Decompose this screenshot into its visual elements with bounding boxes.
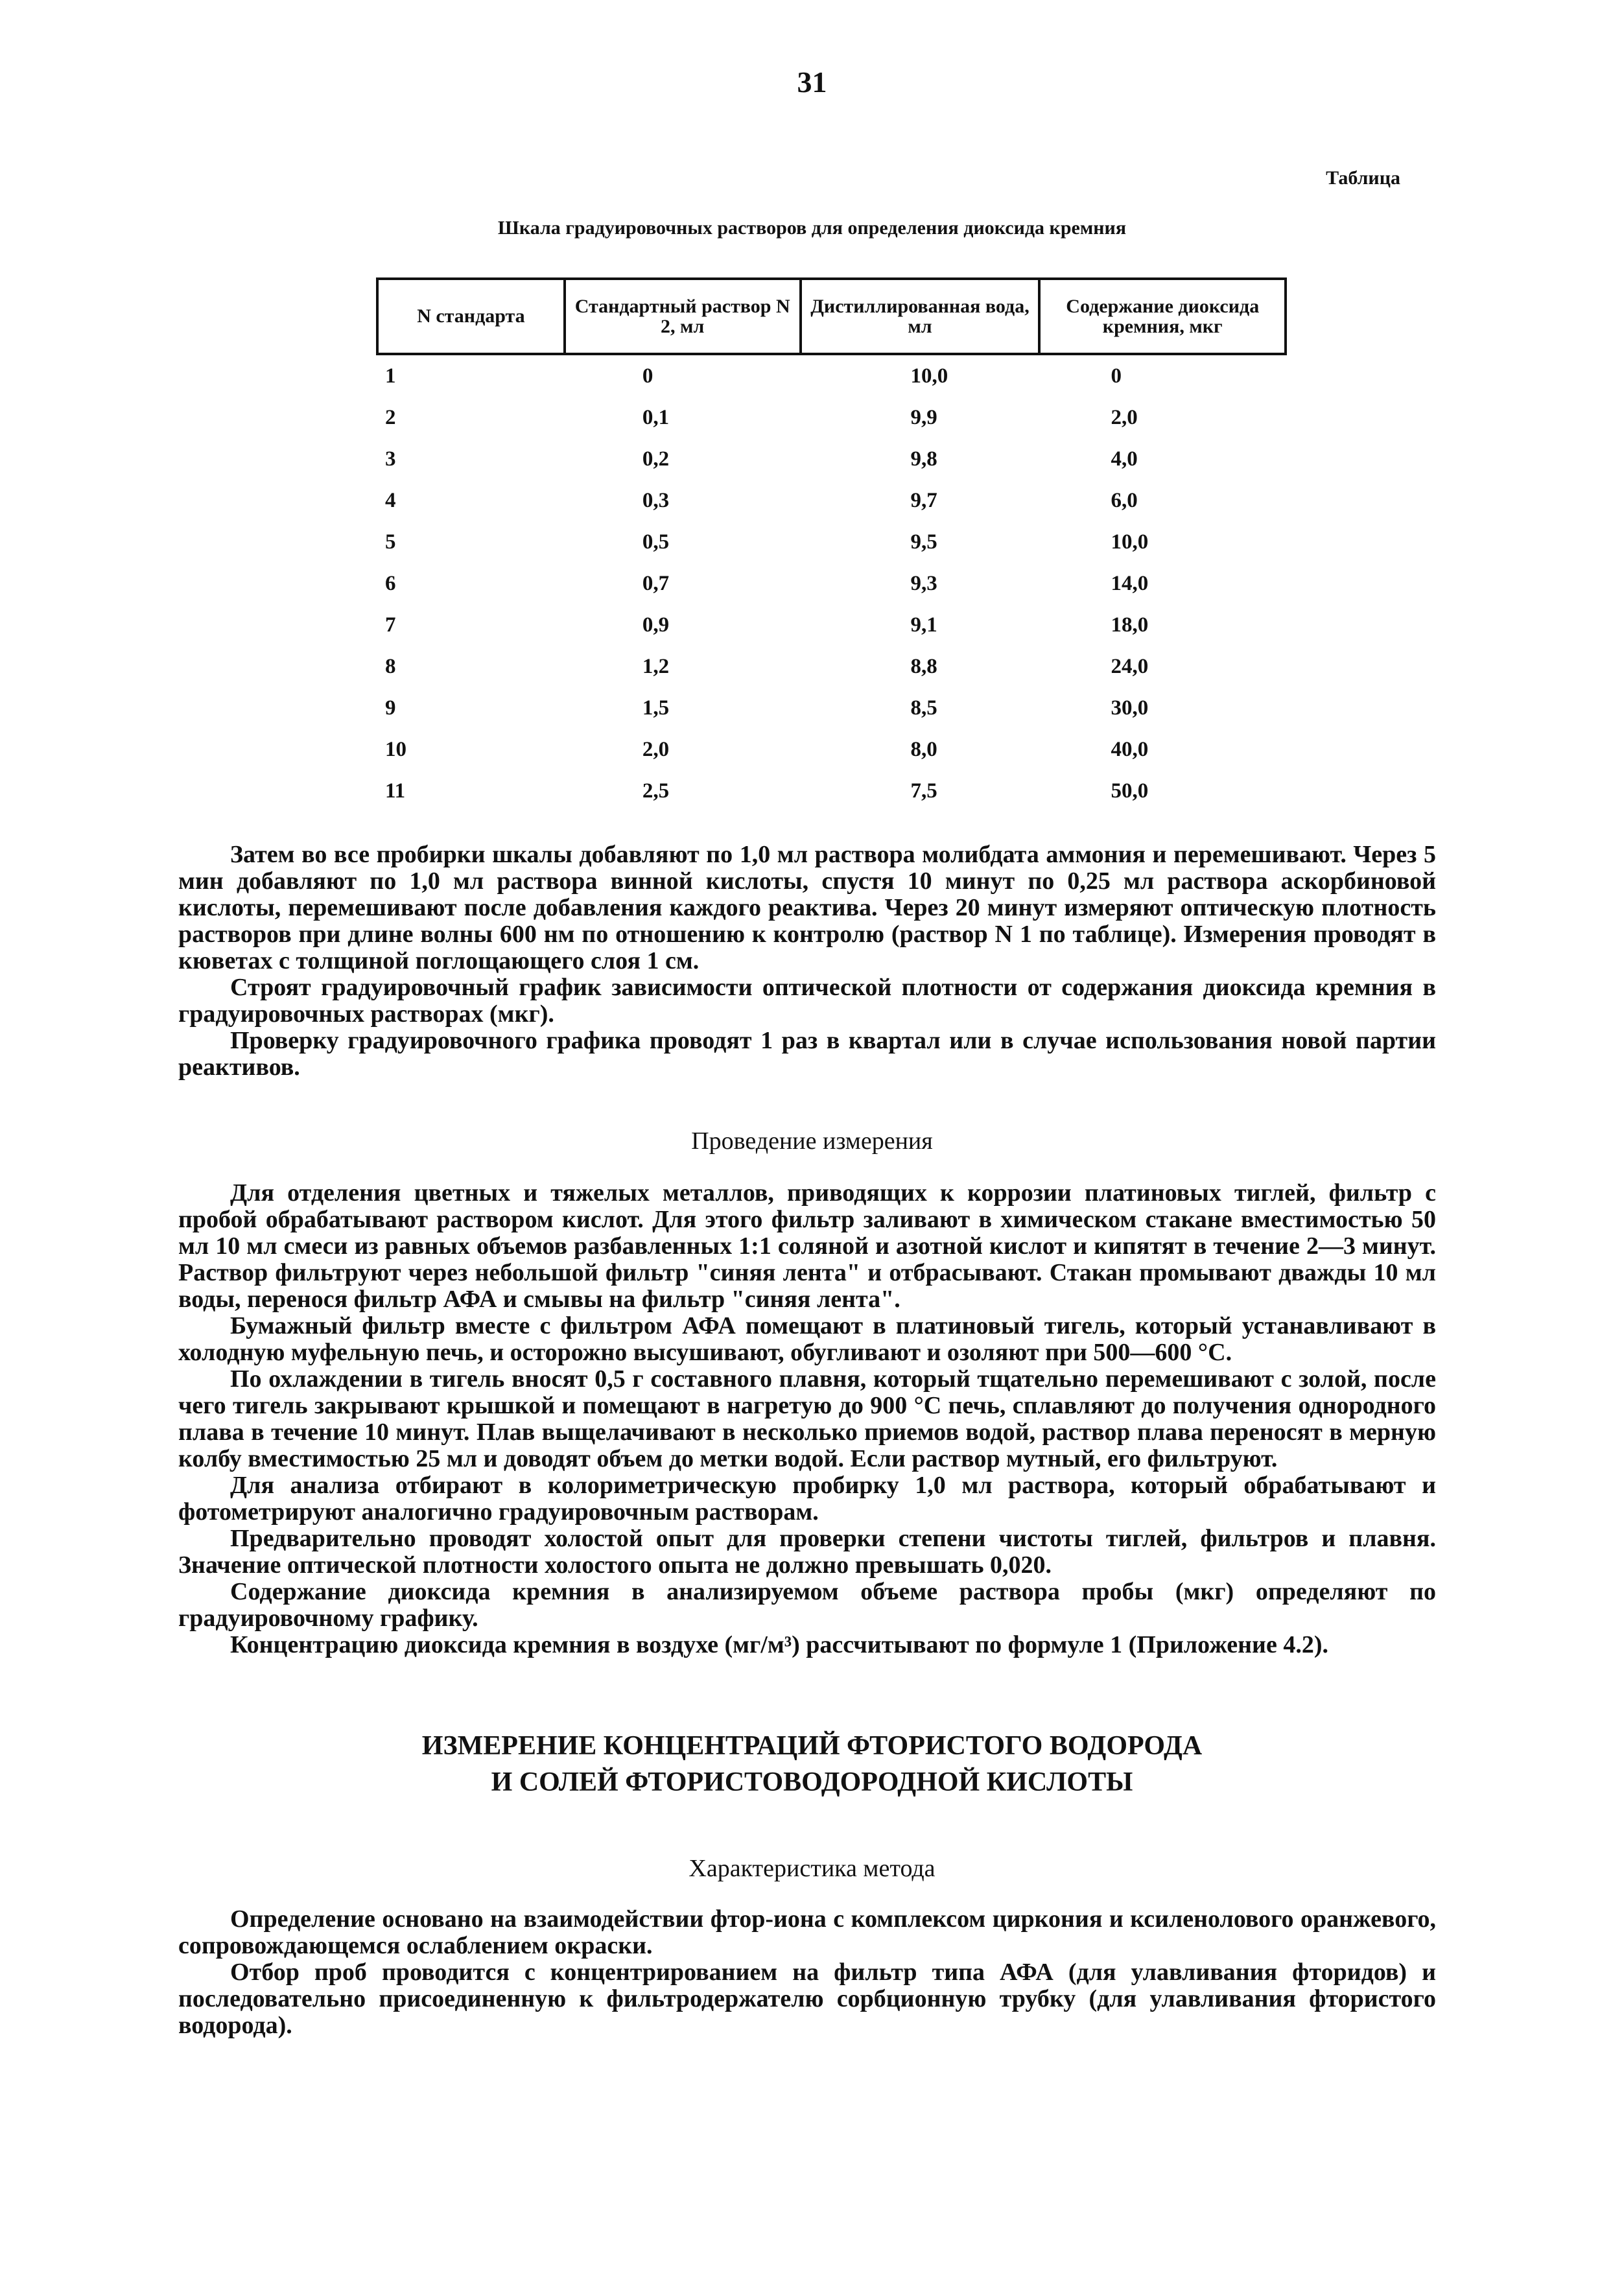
cell-standard-solution: 0,1 [642, 405, 670, 429]
cell-standard-solution: 2,0 [642, 737, 670, 761]
header-distilled-water: Дистиллированная вода, мл [801, 279, 1040, 354]
cell-distilled-water: 9,7 [910, 488, 937, 512]
cell-standard-solution: 0,9 [642, 613, 670, 637]
cell-silica-content: 18,0 [1111, 613, 1149, 637]
cell-standard-solution: 2,5 [642, 779, 670, 803]
cell-standard-solution: 0,2 [642, 447, 670, 471]
cell-standard-solution: 0,5 [642, 530, 670, 554]
table-row [377, 687, 1286, 729]
cell-silica-content: 50,0 [1111, 779, 1149, 803]
section-heading-method: Характеристика метода [688, 1855, 936, 1882]
cell-silica-content: 6,0 [1111, 488, 1138, 512]
cell-standard-number: 5 [385, 530, 396, 554]
table-row [377, 480, 1286, 521]
calibration-table [376, 277, 1287, 812]
cell-standard-solution: 0,3 [642, 488, 670, 512]
text-block-method [178, 1906, 1436, 2039]
cell-distilled-water: 9,1 [910, 613, 937, 637]
paragraph: Затем во все пробирки шкалы добавляют по 1,0 мл раствора молибдата аммония и перемешивают. Через 5 мин добавляют по 1,0 мл раствора винной кислоты, спустя 10 минут по 0,25 мл раствора аскорбиновой кислоты, перемешивают после добавления каждого реактива. Через 20 минут измеряют оптическую плотность растворов при длине волны 600 нм по отношению к контролю (раствор N 1 по таблице). Измерения проводят в кюветах с толщиной поглощающего слоя 1 см. [178, 841, 1436, 974]
cell-standard-number: 3 [385, 447, 396, 471]
section-heading-hf [0, 1728, 1624, 1800]
table-row [377, 770, 1286, 812]
paragraph: Содержание диоксида кремния в анализируемом объеме раствора пробы (мкг) определяют по градуировочному графику. [178, 1578, 1436, 1632]
table-row [377, 563, 1286, 604]
section-heading-line: И СОЛЕЙ ФТОРИСТОВОДОРОДНОЙ КИСЛОТЫ [491, 1767, 1133, 1797]
cell-standard-solution: 1,2 [642, 654, 670, 678]
table-row [377, 438, 1286, 480]
cell-distilled-water: 9,3 [910, 571, 937, 595]
cell-standard-number: 2 [385, 405, 396, 429]
cell-standard-number: 6 [385, 571, 396, 595]
paragraph: Концентрацию диоксида кремния в воздухе (мг/м³) рассчитывают по формуле 1 (Приложение 4.2). [230, 1631, 1328, 1658]
cell-standard-number: 7 [385, 613, 396, 637]
page-number: 31 [797, 65, 827, 99]
cell-standard-number: 1 [385, 364, 396, 388]
cell-distilled-water: 9,5 [910, 530, 937, 554]
table-row [377, 354, 1286, 397]
section-heading-line: ИЗМЕРЕНИЕ КОНЦЕНТРАЦИЙ ФТОРИСТОГО ВОДОРОДА [421, 1731, 1203, 1761]
table-row [377, 646, 1286, 687]
header-silica-content: Содержание диоксида кремния, мкг [1039, 279, 1286, 354]
cell-standard-solution: 0 [642, 364, 653, 388]
cell-distilled-water: 7,5 [910, 779, 937, 803]
table-header-row [377, 279, 1286, 354]
cell-silica-content: 24,0 [1111, 654, 1149, 678]
cell-silica-content: 30,0 [1111, 696, 1149, 720]
paragraph: Определение основано на взаимодействии фтор-иона с комплексом циркония и ксиленолового оранжевого, сопровождающемся ослаблением окраски. [178, 1905, 1436, 1959]
table-row [377, 729, 1286, 770]
paragraph: Проверку градуировочного графика проводят 1 раз в квартал или в случае использования новой партии реактивов. [178, 1027, 1436, 1081]
table-body [377, 354, 1286, 812]
cell-silica-content: 0 [1111, 364, 1122, 388]
paragraph: Для анализа отбирают в колориметрическую пробирку 1,0 мл раствора, который обрабатывают и фотометрируют аналогично градуировочным растворам. [178, 1472, 1436, 1526]
paragraph: Отбор проб проводится с концентрированием на фильтр типа АФА (для улавливания фторидов) и последовательно присоединенную к фильтродержателю сорбционную трубку (для улавливания фтористого водорода). [178, 1959, 1436, 2039]
paragraph: Предварительно проводят холостой опыт для проверки степени чистоты тиглей, фильтров и плавня. Значение оптической плотности холостого опыта не должно превышать 0,020. [178, 1525, 1436, 1579]
cell-standard-number: 4 [385, 488, 396, 512]
table-row [377, 604, 1286, 646]
cell-standard-number: 8 [385, 654, 396, 678]
paragraph: Бумажный фильтр вместе с фильтром АФА помещают в платиновый тигель, который устанавливают в холодную муфельную печь, и осторожно высушивают, обугливают и озоляют при 500—600 °С. [178, 1312, 1436, 1366]
table-title: Шкала градуировочных растворов для определения диоксида кремния [497, 217, 1127, 239]
table-row [377, 521, 1286, 563]
cell-standard-number: 9 [385, 696, 396, 720]
text-block-calibration [178, 842, 1436, 1081]
cell-distilled-water: 8,0 [910, 737, 937, 761]
cell-distilled-water: 9,8 [910, 447, 937, 471]
paragraph: Строят градуировочный график зависимости оптической плотности от содержания диоксида кремния в градуировочных растворах (мкг). [178, 974, 1436, 1028]
header-standard-number: N стандарта [377, 279, 565, 354]
header-standard-solution: Стандартный раствор N 2, мл [565, 279, 801, 354]
cell-silica-content: 2,0 [1111, 405, 1138, 429]
cell-distilled-water: 10,0 [910, 364, 948, 388]
paragraph: По охлаждении в тигель вносят 0,5 г составного плавня, который тщательно перемешивают с золой, после чего тигель закрывают крышкой и помещают в нагретую до 900 °С печь, сплавляют до получения однородного плава в течение 10 минут. Плав выщелачивают в несколько приемов водой, раствор плава переносят в мерную колбу вместимостью 25 мл и доводят объем до метки водой. Если раствор мутный, его фильтруют. [178, 1365, 1436, 1472]
section-heading-measurement: Проведение измерения [691, 1127, 933, 1155]
cell-standard-solution: 0,7 [642, 571, 670, 595]
paragraph: Для отделения цветных и тяжелых металлов, приводящих к коррозии платиновых тиглей, фильтр с пробой обрабатывают раствором кислот. Для этого фильтр заливают в химическом стакане вместимостью 50 мл 10 мл смеси из равных объемов разбавленных 1:1 соляной и азотной кислот и кипятят в течение 2—3 минут. Раствор фильтруют через небольшой фильтр "синяя лента" и отбрасывают. Стакан промывают дважды 10 мл воды, перенося фильтр АФА и смывы на фильтр "синяя лента". [178, 1179, 1436, 1313]
cell-silica-content: 14,0 [1111, 571, 1149, 595]
cell-distilled-water: 8,8 [910, 654, 937, 678]
cell-standard-number: 10 [385, 737, 406, 761]
cell-silica-content: 10,0 [1111, 530, 1149, 554]
cell-standard-solution: 1,5 [642, 696, 670, 720]
text-block-measurement [178, 1180, 1436, 1658]
table-row [377, 397, 1286, 438]
cell-silica-content: 4,0 [1111, 447, 1138, 471]
cell-distilled-water: 8,5 [910, 696, 937, 720]
table-label: Таблица [1326, 167, 1400, 189]
cell-silica-content: 40,0 [1111, 737, 1149, 761]
cell-distilled-water: 9,9 [910, 405, 937, 429]
cell-standard-number: 11 [385, 779, 406, 803]
